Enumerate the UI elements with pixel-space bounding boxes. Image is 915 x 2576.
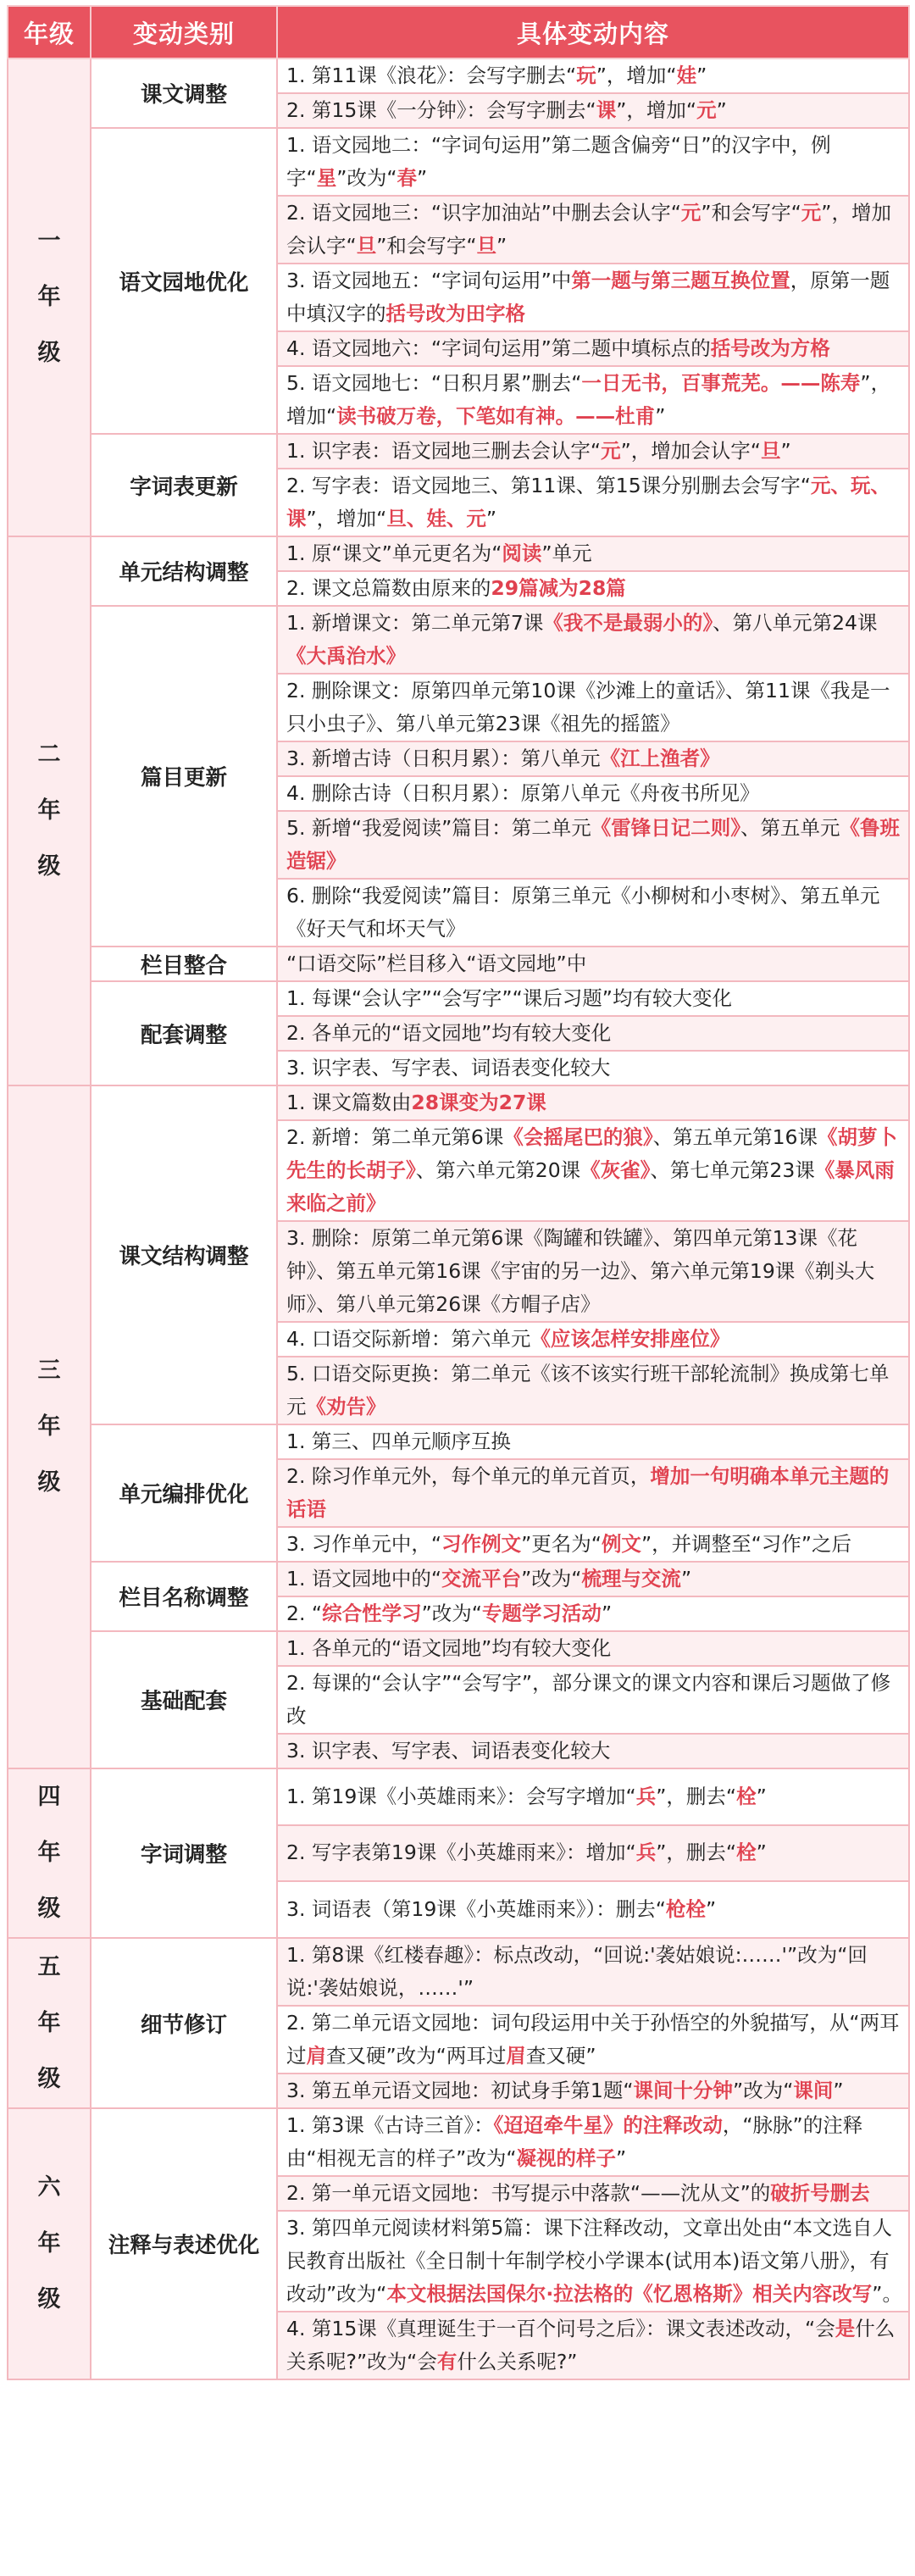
- highlight-text: 阅读: [502, 541, 542, 565]
- change-item: [277, 1825, 909, 1882]
- item-text: 什么关系呢?”: [457, 2350, 578, 2373]
- change-item: [277, 2211, 909, 2312]
- item-text: 1. 每课“会认字”“会写字”“课后习题”均有较大变化: [286, 986, 732, 1010]
- item-text: 1. 语文园地二：“字词句运用”第二题含偏旁“日”的汉字中，例字“: [286, 133, 831, 190]
- change-item: [277, 434, 909, 469]
- highlight-text: 课间: [793, 2079, 834, 2102]
- change-item: [277, 469, 909, 536]
- highlight-text: 娃: [676, 64, 697, 87]
- category-cell: 细节修订: [91, 1938, 277, 2108]
- change-item: [277, 1666, 909, 1734]
- highlight-text: 括号改为田字格: [385, 302, 525, 325]
- item-text: ”，增加会认字“: [286, 201, 891, 258]
- highlight-text: 专题学习活动: [481, 1602, 602, 1625]
- category-cell: 注释与表述优化: [91, 2108, 277, 2379]
- item-text: 2. 新增：第二单元第6课: [286, 1125, 504, 1149]
- category-cell: 篇目更新: [91, 606, 277, 947]
- item-text: ”，并调整至“习作”之后: [640, 1532, 851, 1556]
- highlight-text: 是: [835, 2317, 856, 2340]
- category-cell: 基础配套: [91, 1631, 277, 1768]
- item-text: 3. 第五单元语文园地：初试身手第1题“: [286, 2079, 634, 2102]
- grade-cell: 一 年 级: [8, 58, 91, 536]
- change-item: [277, 1562, 909, 1596]
- highlight-text: 元: [801, 201, 822, 225]
- table-row: [8, 947, 909, 981]
- item-text: ”: [756, 1840, 767, 1865]
- item-text: 4. 口语交际新增：第六单元: [286, 1327, 531, 1351]
- item-text: 、第六单元第20课: [415, 1158, 581, 1182]
- item-text: ”: [705, 1897, 717, 1922]
- change-item: [277, 2074, 909, 2108]
- item-text: ”，删去“: [656, 1784, 737, 1808]
- table-row: [8, 1768, 909, 1825]
- item-text: 2. 删除课文：原第四单元第10课《沙滩上的童话》、第11课《我是一只小虫子》、第八单元第23课《祖先的摇篮》: [286, 679, 890, 736]
- item-text: 6. 删除“我爱阅读”篇目：原第三单元《小柳树和小枣树》、第五单元《好天气和坏天气》: [286, 884, 880, 941]
- highlight-text: 旦: [760, 439, 781, 463]
- highlight-text: 玩: [576, 64, 596, 87]
- item-text: ”改为“: [733, 2079, 794, 2102]
- change-item: [277, 536, 909, 571]
- item-text: ”改为“: [421, 1602, 482, 1625]
- item-text: 5. 语文园地七：“日积月累”删去“: [286, 371, 582, 395]
- item-text: 1. 识字表：语文园地三删去会认字“: [286, 439, 602, 463]
- highlight-text: 本文根据法国保尔·拉法格的《忆恩格斯》相关内容改写: [386, 2282, 873, 2306]
- item-text: ”: [696, 64, 707, 87]
- highlight-text: 元: [696, 98, 717, 122]
- highlight-text: 春: [396, 166, 418, 190]
- highlight-text: 习作例文: [441, 1532, 522, 1556]
- item-text: 2. 每课的“会认字”“会写字”，部分课文的课文内容和课后习题做了修改: [286, 1671, 891, 1728]
- change-item: [277, 366, 909, 434]
- item-text: 2. 除习作单元外，每个单元的单元首页，: [286, 1464, 651, 1488]
- change-item: [277, 2312, 909, 2379]
- table-header: [8, 6, 909, 58]
- highlight-text: 栓: [736, 1840, 757, 1865]
- table-row: [8, 1631, 909, 1666]
- change-item: [277, 981, 909, 1016]
- highlight-text: 课间十分钟: [633, 2079, 734, 2102]
- item-text: 2. 课文总篇数由原来的: [286, 576, 491, 600]
- item-text: ”更名为“: [521, 1532, 602, 1556]
- change-item: [277, 1051, 909, 1085]
- item-text: ”，增加“: [306, 507, 387, 530]
- item-text: 查又硬”改为“两耳过: [326, 2044, 507, 2068]
- item-text: 、第五单元: [740, 816, 840, 840]
- highlight-text: 凝视的样子: [516, 2146, 617, 2170]
- grade-cell: 四 年 级: [8, 1768, 91, 1938]
- change-item: [277, 1734, 909, 1768]
- item-text: 1. 第8课《红楼春趣》：标点改动，“回说:'袭姑娘说:……'”改为“回说:'袭姑娘说，……'”: [286, 1943, 868, 2000]
- table-row: [8, 434, 909, 469]
- grade-cell: 二 年 级: [8, 536, 91, 1085]
- change-item: [277, 879, 909, 947]
- highlight-text: 29篇减为28篇: [491, 576, 626, 600]
- item-text: 1. 第三、四单元顺序互换: [286, 1430, 511, 1453]
- table-row: [8, 128, 909, 196]
- item-text: 3. 语文园地五：“字词句运用”中: [286, 269, 572, 292]
- change-item: [277, 1085, 909, 1120]
- highlight-text: 《会摇尾巴的狼》: [503, 1125, 653, 1149]
- item-text: 2. 各单元的“语文园地”均有较大变化: [286, 1021, 612, 1045]
- highlight-text: 眉: [506, 2044, 526, 2068]
- item-text: 4. 第15课《真理诞生于一百个问号之后》：课文表述改动，“会: [286, 2317, 835, 2340]
- item-text: 3. 识字表、写字表、词语表变化较大: [286, 1739, 611, 1763]
- table-row: [8, 1562, 909, 1596]
- category-cell: 课文结构调整: [91, 1085, 277, 1424]
- highlight-text: 枪栓: [665, 1897, 706, 1922]
- highlight-text: 综合性学习: [322, 1602, 422, 1625]
- item-text: 、第五单元第16课: [652, 1125, 818, 1149]
- item-text: 2. 第15课《一分钟》：会写字删去“: [286, 98, 596, 122]
- item-text: ”，增加“: [596, 64, 677, 87]
- item-text: 2. 语文园地三：“识字加油站”中删去会认字“: [286, 201, 681, 225]
- highlight-text: 《迢迢牵牛星》的注释改动: [493, 2113, 723, 2137]
- item-text: 2. 写字表第19课《小英雄雨来》：增加“: [286, 1840, 636, 1865]
- item-text: ，“脉脉”的注释由“相视无言的样子”改为“: [286, 2113, 863, 2170]
- change-item: [277, 1881, 909, 1938]
- highlight-text: 元: [680, 201, 702, 225]
- highlight-text: 星: [316, 166, 337, 190]
- change-item: [277, 1120, 909, 1221]
- item-text: ”: [716, 98, 727, 122]
- change-item: [277, 128, 909, 196]
- highlight-text: 《应该怎样安排座位》: [530, 1327, 730, 1351]
- item-text: ”。: [872, 2282, 902, 2306]
- change-item: [277, 1527, 909, 1562]
- change-item: [277, 93, 909, 128]
- item-text: 、第七单元第23课: [650, 1158, 815, 1182]
- highlight-text: 读书破万卷，下笔如有神。——杜甫: [336, 404, 656, 428]
- item-text: 1. 新增课文：第二单元第7课: [286, 611, 544, 635]
- change-item: [277, 1768, 909, 1825]
- change-item: [277, 741, 909, 776]
- category-cell: 配套调整: [91, 981, 277, 1085]
- change-item: [277, 1459, 909, 1527]
- category-cell: 语文园地优化: [91, 128, 277, 434]
- table-row: [8, 981, 909, 1016]
- highlight-text: 旦: [356, 234, 377, 258]
- item-text: 1. 课文篇数由: [286, 1091, 412, 1114]
- highlight-text: 括号改为方格: [710, 336, 830, 360]
- item-text: ”: [601, 1602, 613, 1625]
- item-text: ”，增加“: [616, 98, 697, 122]
- highlight-text: 《江上渔者》: [600, 747, 720, 770]
- change-item: [277, 2006, 909, 2074]
- highlight-text: 兵: [635, 1784, 657, 1808]
- curriculum-changes-table: [7, 5, 910, 2380]
- change-item: [277, 1631, 909, 1666]
- category-cell: 单元结构调整: [91, 536, 277, 606]
- item-text: ”: [485, 507, 497, 530]
- item-text: 3. 习作单元中，“: [286, 1532, 442, 1556]
- highlight-text: 栓: [736, 1784, 757, 1808]
- change-item: [277, 1016, 909, 1051]
- change-item: [277, 264, 909, 331]
- change-item: [277, 2176, 909, 2211]
- header-grade: 年级: [8, 6, 91, 58]
- item-text: ”改为“: [336, 166, 397, 190]
- highlight-text: 交流平台: [441, 1567, 522, 1591]
- item-text: 1. 语文园地中的“: [286, 1567, 442, 1591]
- category-cell: 课文调整: [91, 58, 277, 128]
- item-text: 3. 识字表、写字表、词语表变化较大: [286, 1056, 611, 1080]
- item-text: 4. 语文园地六：“字词句运用”第二题中填标点的: [286, 336, 711, 360]
- highlight-text: 课: [596, 98, 617, 122]
- item-text: 3. 新增古诗（日积月累）：第八单元: [286, 747, 601, 770]
- highlight-text: 《灰雀》: [580, 1158, 651, 1182]
- item-text: “口语交际”栏目移入“语文园地”中: [286, 952, 587, 975]
- item-text: 1. 第19课《小英雄雨来》：会写字增加“: [286, 1784, 636, 1808]
- item-text: ”: [680, 1567, 692, 1591]
- grade-cell: 六 年 级: [8, 2108, 91, 2379]
- highlight-text: 旦: [476, 234, 497, 258]
- item-text: ”，删去“: [656, 1840, 737, 1865]
- item-text: 5. 口语交际更换：第二单元《该不该实行班干部轮流制》换成第七单元: [286, 1362, 890, 1418]
- highlight-text: 《鲁班造锯》: [286, 816, 900, 873]
- table-row: [8, 1085, 909, 1120]
- table-row: [8, 1424, 909, 1459]
- highlight-text: 兵: [635, 1840, 657, 1865]
- highlight-text: 肩: [306, 2044, 326, 2068]
- item-text: 3. 词语表（第19课《小英雄雨来》）：删去“: [286, 1897, 666, 1922]
- item-text: 1. 第3课《古诗三首》：: [286, 2113, 494, 2137]
- change-item: [277, 1424, 909, 1459]
- item-text: ”: [780, 439, 791, 463]
- category-cell: 栏目整合: [91, 947, 277, 981]
- category-cell: 单元编排优化: [91, 1424, 277, 1562]
- item-text: ”和会写字“: [376, 234, 477, 258]
- item-text: ”: [833, 2079, 844, 2102]
- highlight-text: 《暴风雨来临之前》: [286, 1158, 895, 1215]
- change-item: [277, 674, 909, 741]
- item-text: 2. “: [286, 1602, 323, 1625]
- highlight-text: 例文: [601, 1532, 641, 1556]
- item-text: 2. 第一单元语文园地：书写提示中落款“——沈从文”的: [286, 2181, 771, 2205]
- table-row: [8, 536, 909, 571]
- change-item: [277, 606, 909, 674]
- item-text: 2. 第二单元语文园地：词句段运用中关于孙悟空的外貌描写，从“两耳过: [286, 2011, 900, 2068]
- highlight-text: 《大禹治水》: [286, 644, 406, 668]
- change-item: [277, 1221, 909, 1322]
- category-cell: 字词调整: [91, 1768, 277, 1938]
- change-item: [277, 571, 909, 606]
- item-text: 3. 删除：原第二单元第6课《陶罐和铁罐》、第四单元第13课《花钟》、第五单元第16课《宇宙的另一边》、第六单元第19课《剃头大师》、第八单元第26课《方帽子店》: [286, 1226, 875, 1316]
- grade-cell: 三 年 级: [8, 1085, 91, 1768]
- item-text: 1. 第11课《浪花》：会写字删去“: [286, 64, 577, 87]
- highlight-text: 增加一句明确本单元主题的话语: [286, 1464, 890, 1521]
- change-item: [277, 1596, 909, 1631]
- change-item: [277, 1357, 909, 1424]
- change-item: [277, 1322, 909, 1357]
- table-body: [8, 58, 909, 2379]
- header-category: 变动类别: [91, 6, 277, 58]
- item-text: ”: [496, 234, 507, 258]
- item-text: 1. 原“课文”单元更名为“: [286, 541, 502, 565]
- change-item: [277, 58, 909, 93]
- highlight-text: 元: [601, 439, 621, 463]
- item-text: ”: [756, 1784, 767, 1808]
- item-text: 什么关系呢?”改为“会: [286, 2317, 896, 2373]
- item-text: 、第八单元第24课: [713, 611, 878, 635]
- change-item: [277, 2108, 909, 2176]
- item-text: 4. 删除古诗（日积月累）：原第八单元《舟夜书所见》: [286, 781, 760, 805]
- table-row: [8, 2108, 909, 2176]
- item-text: ”: [655, 404, 666, 428]
- change-item: [277, 331, 909, 366]
- item-text: 查又硬”: [525, 2044, 596, 2068]
- item-text: ”，增加“: [286, 371, 891, 428]
- highlight-text: 有: [436, 2350, 458, 2373]
- highlight-text: 梳理与交流: [581, 1567, 681, 1591]
- item-text: ，原第一题中填汉字的: [286, 269, 890, 325]
- highlight-text: 28课变为27课: [411, 1091, 546, 1114]
- item-text: 5. 新增“我爱阅读”篇目：第二单元: [286, 816, 591, 840]
- change-item: [277, 776, 909, 811]
- item-text: ”: [417, 166, 428, 190]
- change-item: [277, 947, 909, 981]
- highlight-text: 元、玩、课: [286, 474, 890, 530]
- highlight-text: 《劝告》: [306, 1395, 386, 1418]
- item-text: ”: [616, 2146, 627, 2170]
- category-cell: 字词表更新: [91, 434, 277, 536]
- header-content: 具体变动内容: [277, 6, 909, 58]
- highlight-text: 《胡萝卜先生的长胡子》: [286, 1125, 897, 1182]
- item-text: ”改为“: [521, 1567, 582, 1591]
- item-text: 3. 第四单元阅读材料第5篇：课下注释改动，文章出处由“本文选自人民教育出版社《全日制十年制学校小学课本(试用本)语文第八册》，有改动”改为“: [286, 2216, 893, 2306]
- item-text: ”单元: [541, 541, 592, 565]
- item-text: 1. 各单元的“语文园地”均有较大变化: [286, 1636, 612, 1660]
- table-row: [8, 58, 909, 93]
- change-item: [277, 196, 909, 264]
- highlight-text: 《雷锋日记二则》: [591, 816, 740, 840]
- grade-cell: 五 年 级: [8, 1938, 91, 2108]
- highlight-text: 《我不是最弱小的》: [543, 611, 713, 635]
- table-row: [8, 1938, 909, 2006]
- change-item: [277, 811, 909, 879]
- item-text: 2. 写字表：语文园地三、第11课、第15课分别删去会写字“: [286, 474, 811, 497]
- item-text: ”和会写字“: [701, 201, 801, 225]
- highlight-text: 旦、娃、元: [386, 507, 486, 530]
- highlight-text: 一日无书，百事荒芜。——陈寿: [581, 371, 861, 395]
- table-row: [8, 606, 909, 674]
- change-item: [277, 1938, 909, 2006]
- highlight-text: 第一题与第三题互换位置: [571, 269, 790, 292]
- category-cell: 栏目名称调整: [91, 1562, 277, 1631]
- item-text: ”，增加会认字“: [620, 439, 761, 463]
- highlight-text: 破折号删去: [770, 2181, 870, 2205]
